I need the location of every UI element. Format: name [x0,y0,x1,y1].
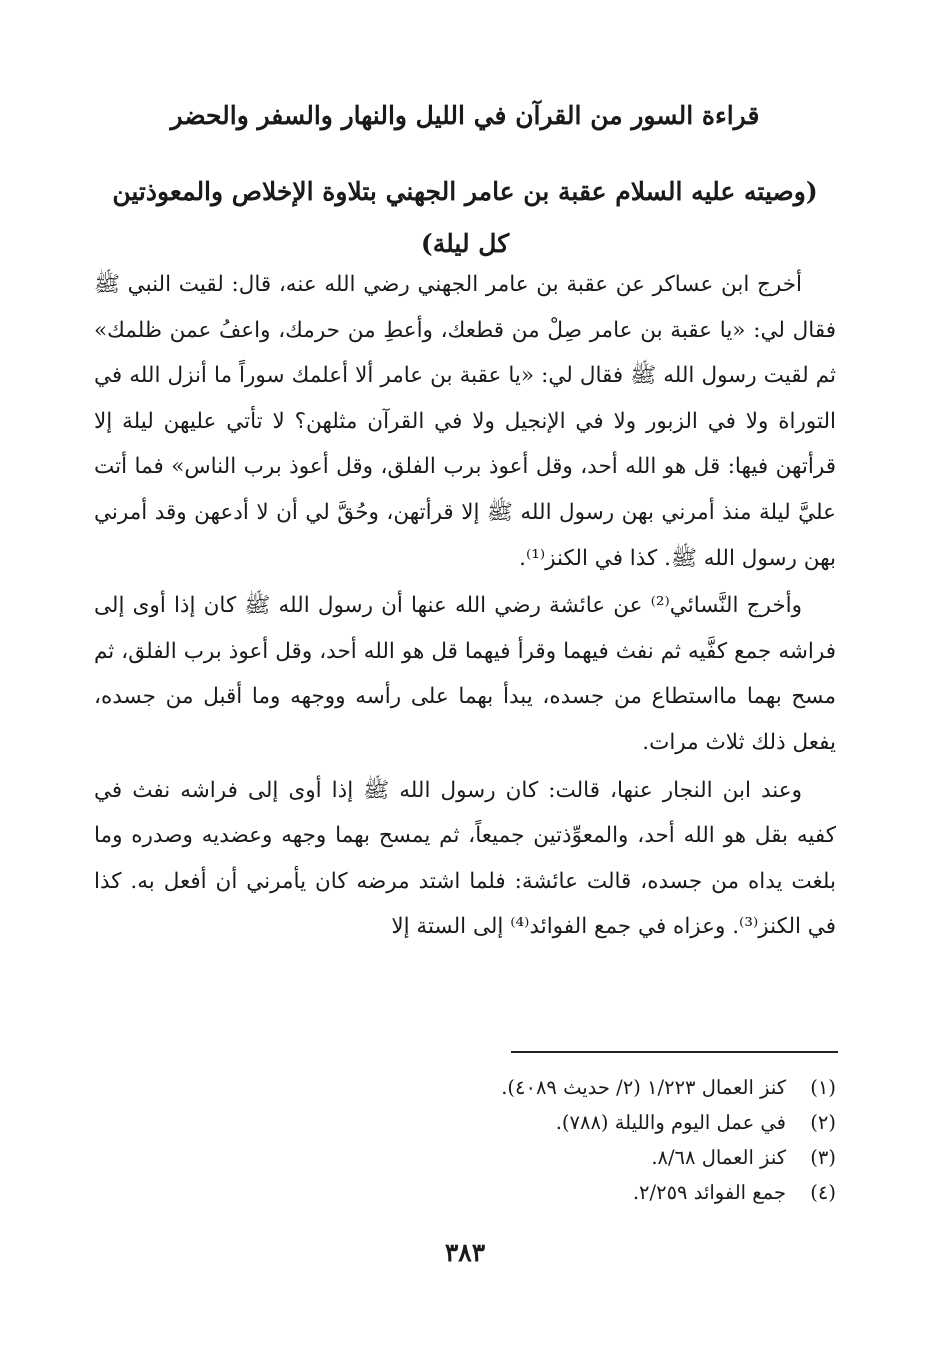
footnote-number: (٤) [810,1181,836,1204]
footnote [94,1105,836,1140]
page-number: ٣٨٣ [444,1238,486,1267]
footnote [94,1175,836,1210]
paragraph: وأخرج النَّسائي⁽²⁾ عن عائشة رضي الله عنها أن رسول الله ﷺ كان إذا أوى إلى فراشه جمع كفَّيه ثم نفث فيهما وقرأ فيهما قل هو الله أحد، وقل أعوذ برب الفلق، ثم مسح بهما مااستطاع من جسده، يبدأ بهما على رأسه ووجهه وما أقبل من جسده، يفعل ذلك ثلاث مرات. [94,593,836,755]
footnote-number: (١) [810,1076,836,1099]
body-text [94,262,836,950]
footnote-divider [511,1051,838,1053]
footnote-text: كنز العمال ٨/٦٨. [651,1146,786,1169]
section-subheading: (وصيته عليه السلام عقبة بن عامر الجهني بتلاوة الإخلاص والمعوذتين كل ليلة) [112,177,818,258]
footnote [94,1070,836,1105]
footnote [94,1140,836,1175]
footnotes [94,1070,836,1210]
footnote-text: في عمل اليوم والليلة (٧٨٨). [555,1111,786,1134]
paragraph: وعند ابن النجار عنها، قالت: كان رسول الله ﷺ إذا أوى إلى فراشه نفث في كفيه بقل هو الله أحد، والمعوِّذتين جميعاً، ثم يمسح بهما وجهه وعضديه وصدره وما بلغت يداه من جسده، قالت عائشة: فلما اشتد مرضه كان يأمرني أن أفعل به. كذا في الكنز⁽³⁾. وعزاه في جمع الفوائد⁽⁴⁾ إلى الستة إلا [94,777,836,940]
paragraph: أخرج ابن عساكر عن عقبة بن عامر الجهني رضي الله عنه، قال: لقيت النبي ﷺ فقال لي: «يا عقبة بن عامر صِلْ من قطعك، وأعطِ من حرمك، واعفُ عمن ظلمك» ثم لقيت رسول الله ﷺ فقال لي: «يا عقبة بن عامر ألا أعلمك سوراً ما أنزل الله في التوراة ولا في الزبور ولا في الإنجيل ولا في القرآن مثلهن؟ لا تأتي عليهن ليلة إلا قرأتهن فيها: قل هو الله أحد، وقل أعوذ برب الفلق، وقل أعوذ برب الناس» فما أتت عليَّ ليلة منذ أمرني بهن رسول الله ﷺ إلا قرأتهن، وحُقَّ لي أن لا أدعهن وقد أمرني بهن رسول الله ﷺ. كذا في الكنز⁽¹⁾. [94,272,836,571]
footnote-text: كنز العمال ١/٢٢٣ (٢/ حديث ٤٠٨٩). [501,1076,786,1099]
chapter-heading: قراءة السور من القرآن في الليل والنهار والسفر والحضر [170,101,760,130]
footnote-number: (٣) [810,1146,836,1169]
footnote-number: (٢) [810,1111,836,1134]
footnote-text: جمع الفوائد ٢/٢٥٩. [632,1181,786,1204]
